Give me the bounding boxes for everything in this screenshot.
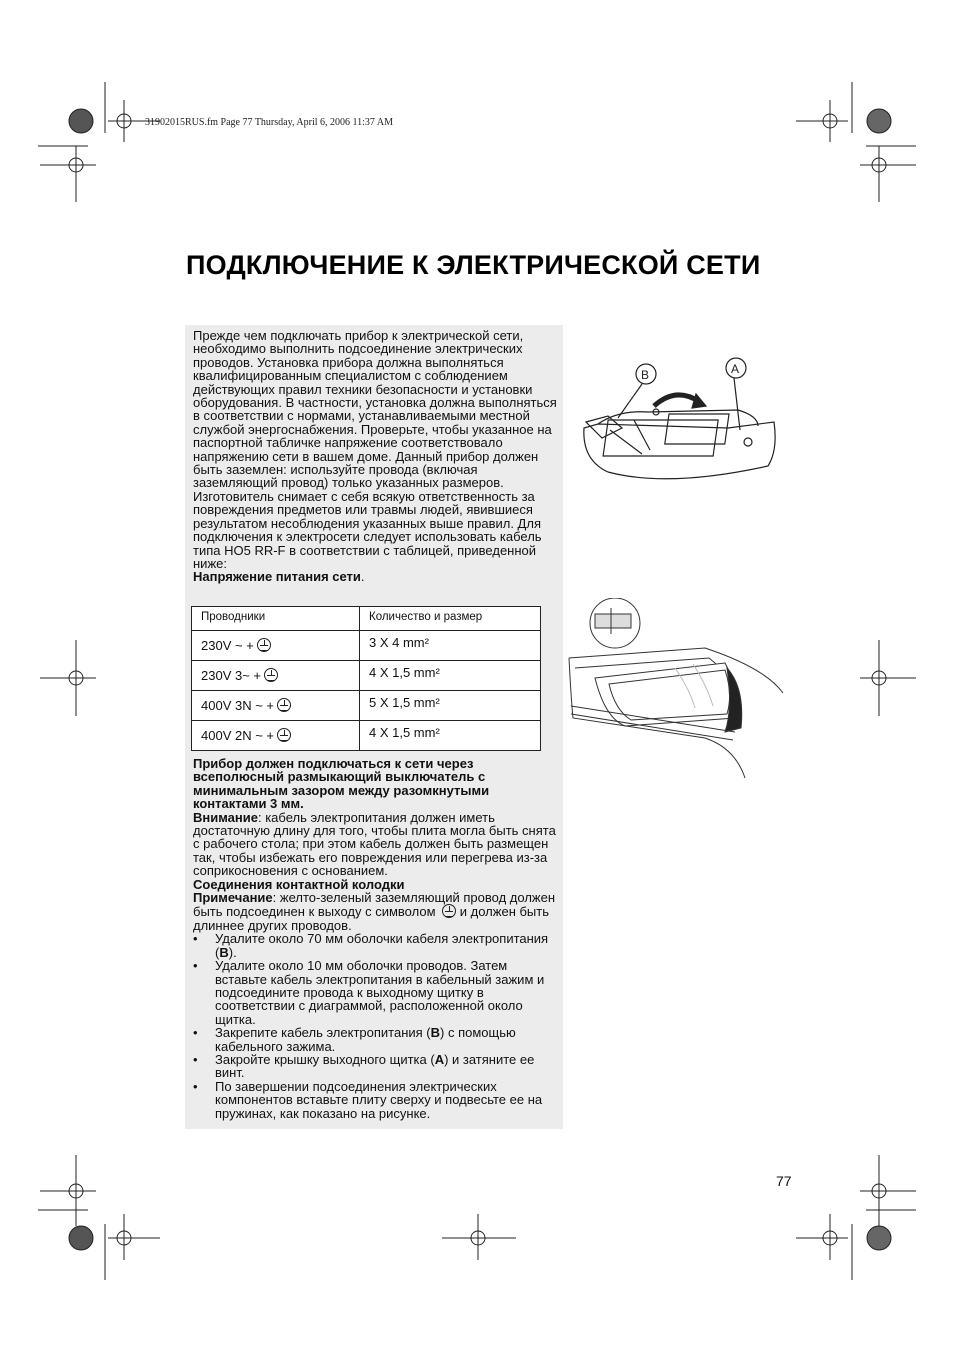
table-header-size: Количество и размер <box>360 607 541 631</box>
conductor-table <box>191 606 541 751</box>
table-row <box>192 631 541 661</box>
step-text: Закройте крышку выходного щитка ( <box>215 1051 435 1067</box>
list-item <box>193 1053 559 1080</box>
ground-icon <box>257 638 271 652</box>
voltage-heading <box>193 570 559 583</box>
figure-label-b: B <box>641 368 650 382</box>
file-header-line: 31902015RUS.fm Page 77 Thursday, April 6, 2006 11:37 AM <box>145 117 393 128</box>
attention-text: : кабель электропитания должен иметь достаточную длину для того, чтобы плита могла быть снята с рабочего стола; при этом кабель должен быть размещен так, чтобы избежать его повреждения или перегрева из-за соприкосновения с основанием. <box>193 809 556 879</box>
table-row <box>192 721 541 751</box>
note-label: Примечание <box>193 890 273 906</box>
table-cell-conductors <box>192 721 360 751</box>
table-cell-size: 4 X 1,5 mm² <box>360 721 541 751</box>
ground-icon <box>264 668 278 682</box>
terminal-box-illustration <box>578 350 788 490</box>
attention-label: Внимание <box>193 809 258 825</box>
step-text-end: ) и затяните ее винт. <box>215 1051 535 1081</box>
page-title: ПОДКЛЮЧЕНИЕ К ЭЛЕКТРИЧЕСКОЙ СЕТИ <box>186 250 761 280</box>
step-text: По завершении подсоединения электрических компонентов вставьте плиту сверху и подвесьте ее на пружинах, как показано на рисунке. <box>215 1078 543 1121</box>
note-text-2: и должен быть длиннее других проводов. <box>193 904 550 933</box>
step-text: Удалите около 10 мм оболочки проводов. Затем вставьте кабель электропитания в кабельный зажим и подсоедините провода к выходному щитку в соответствии с диаграммой, расположенной около щитка. <box>215 958 545 1027</box>
step-text-end: ). <box>228 944 237 960</box>
table-cell-size: 5 X 1,5 mm² <box>360 691 541 721</box>
step-ref: B <box>430 1025 441 1041</box>
step-ref: B <box>219 944 229 960</box>
note-text-1: : желто-зеленый заземляющий провод должен быть подсоединен к выходу с символом <box>193 890 556 920</box>
hob-installation-illustration <box>565 598 790 783</box>
conductor-text: 400V 3N ~ + <box>201 698 274 713</box>
ground-icon <box>277 698 291 712</box>
table-cell-conductors <box>192 661 360 691</box>
table-cell-conductors <box>192 691 360 721</box>
terminal-heading: Соединения контактной колодки <box>193 876 405 892</box>
ground-icon <box>442 904 456 918</box>
conductor-text: 230V ~ + <box>201 638 254 653</box>
table-cell-conductors <box>192 631 360 661</box>
table-header-conductors: Проводники <box>192 607 360 631</box>
table-row <box>192 661 541 691</box>
steps-list <box>193 932 559 1120</box>
list-item <box>193 959 559 1026</box>
figure-label-a: A <box>731 362 740 376</box>
voltage-heading-text: Напряжение питания сети <box>193 569 361 585</box>
list-item <box>193 1080 559 1120</box>
step-ref: A <box>434 1051 445 1067</box>
conductor-text: 400V 2N ~ + <box>201 728 274 743</box>
instructions-block <box>193 757 559 1120</box>
step-text: Удалите около 70 мм оболочки кабеля электропитания ( <box>215 931 549 960</box>
intro-paragraph: Прежде чем подключать прибор к электрической сети, необходимо выполнить подсоединение электрических проводов. Установка прибора должна выполняться квалифицированным специалистом с соблюдением действующих правил техники безопасности и установки оборудования. В частности, установка должна выполняться в соответствии с нормами, устанавливаемыми местной службой энергоснабжения. Проверьте, чтобы указанное на паспортной табличке напряжение соответствовало напряжению сети в вашем доме. Данный прибор должен быть заземлен: используйте провода (включая заземляющий провод) только указанных размеров. Изготовитель снимает с себя всякую ответственность за повреждения предметов или травмы людей, явившиеся результатом несоблюдения указанных выше правил. Для подключения к электросети следует использовать кабель типа HO5 RR-F в соответствии с таблицей, приведенной ниже: <box>193 328 557 571</box>
list-item <box>193 1026 559 1053</box>
attention-paragraph <box>193 811 559 878</box>
step-text-end: ) с помощью кабельного зажима. <box>215 1025 516 1054</box>
step-text: Закрепите кабель электропитания ( <box>215 1025 431 1041</box>
table-row <box>192 691 541 721</box>
ground-icon <box>277 728 291 742</box>
table-header-row <box>192 607 541 631</box>
page-number: 77 <box>776 1173 792 1189</box>
voltage-heading-period: . <box>360 569 365 585</box>
table-cell-size: 4 X 1,5 mm² <box>360 661 541 691</box>
note-paragraph <box>193 891 559 932</box>
conductor-text: 230V 3~ + <box>201 668 261 683</box>
switch-note: Прибор должен подключаться к сети через всеполюсный размыкающий выключатель с минимальным зазором между разомкнутыми контактами 3 мм. <box>193 756 490 812</box>
table-cell-size: 3 X 4 mm² <box>360 631 541 661</box>
intro-block <box>193 329 559 584</box>
list-item <box>193 932 559 959</box>
